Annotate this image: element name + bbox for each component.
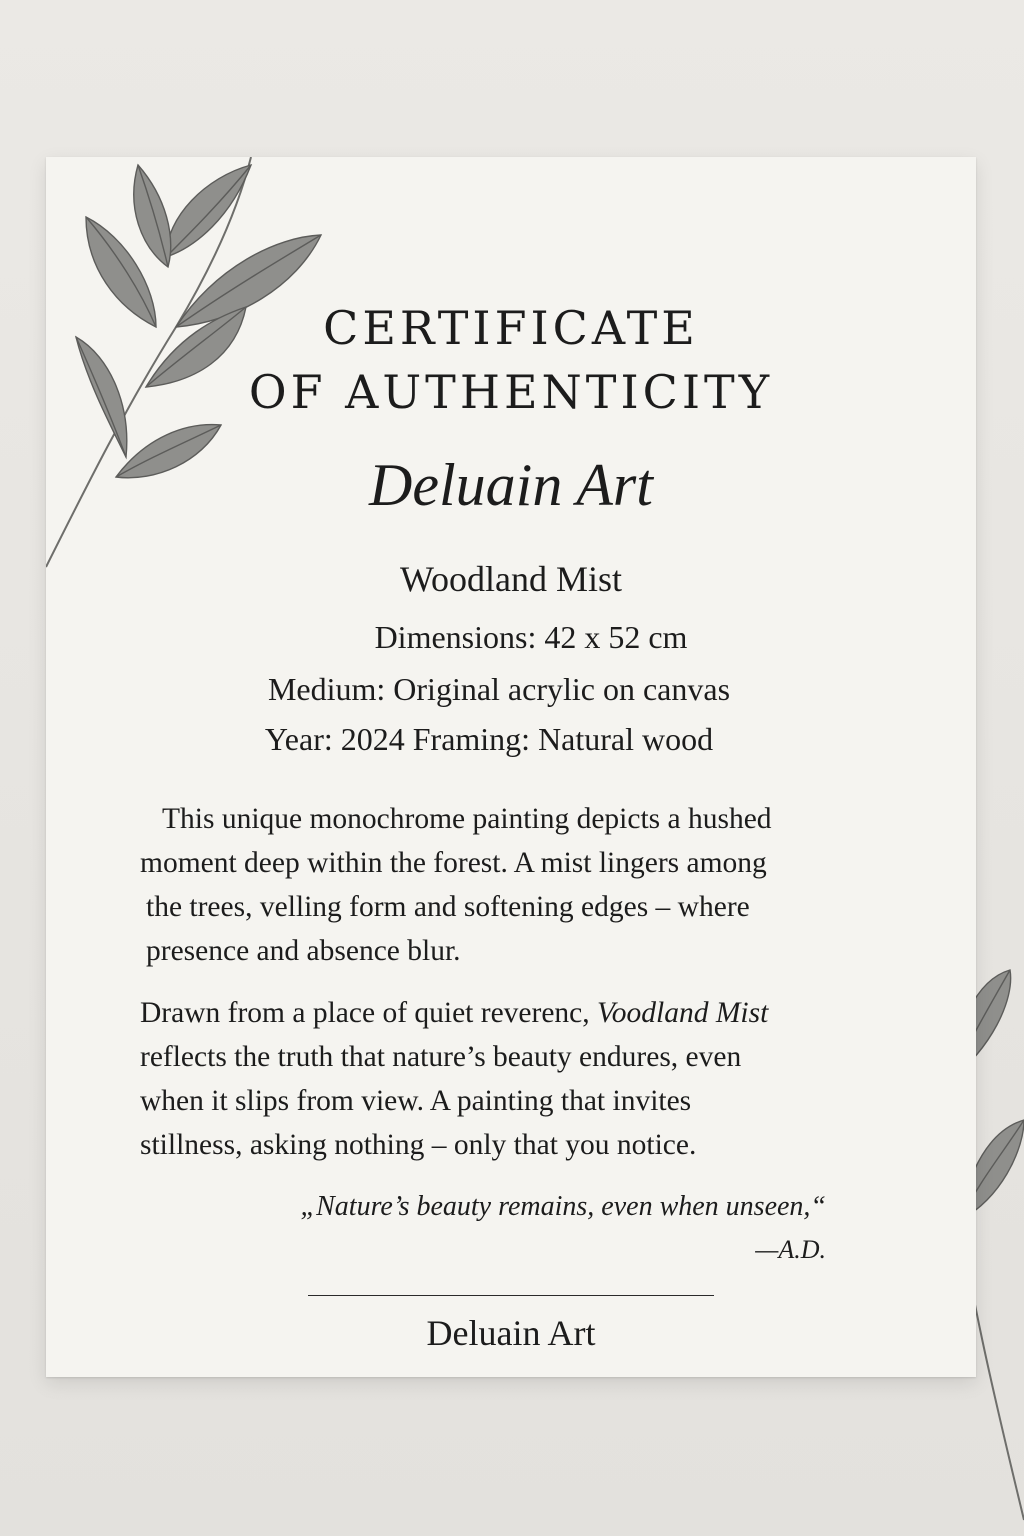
artwork-dimensions: Dimensions: 42 x 52 cm bbox=[374, 619, 688, 655]
description-line: reflects the truth that nature’s beauty endures, even bbox=[140, 1041, 742, 1073]
certificate-title-line-2: OF AUTHENTICITY bbox=[248, 365, 774, 419]
quote: „Nature’s beauty remains, even when unseen,“ bbox=[300, 1191, 826, 1222]
quote-author: —A.D. bbox=[755, 1235, 826, 1264]
description-line: moment deep within the forest. A mist lingers among bbox=[140, 847, 767, 879]
description-line: presence and absence blur. bbox=[146, 935, 461, 967]
brand-name: Deluain Art bbox=[369, 452, 653, 518]
artwork-medium: Medium: Original acrylic on canvas bbox=[267, 671, 731, 707]
signature-line bbox=[308, 1295, 714, 1296]
description-line: This unique monochrome painting depicts a hushed bbox=[162, 803, 772, 835]
description-text: Drawn from a place of quiet reverenc, bbox=[140, 997, 598, 1029]
certificate-title-line-1: CERTIFICATE bbox=[323, 301, 699, 355]
description-line: the trees, velling form and softening edges – where bbox=[146, 891, 750, 923]
artwork-year-framing: Year: 2024 Framing: Natural wood bbox=[264, 721, 714, 757]
artwork-title-italic: Voodland Mist bbox=[597, 997, 769, 1029]
description-line bbox=[140, 991, 768, 1035]
description-line: stillness, asking nothing – only that you notice. bbox=[140, 1129, 697, 1161]
signature-name: Deluain Art bbox=[426, 1313, 596, 1353]
certificate-card bbox=[46, 157, 976, 1377]
artwork-title: Woodland Mist bbox=[399, 559, 623, 599]
description-line: when it slips from view. A painting that invites bbox=[140, 1085, 692, 1117]
description-paragraph-2 bbox=[140, 991, 768, 1167]
description-paragraph-1 bbox=[140, 797, 772, 973]
